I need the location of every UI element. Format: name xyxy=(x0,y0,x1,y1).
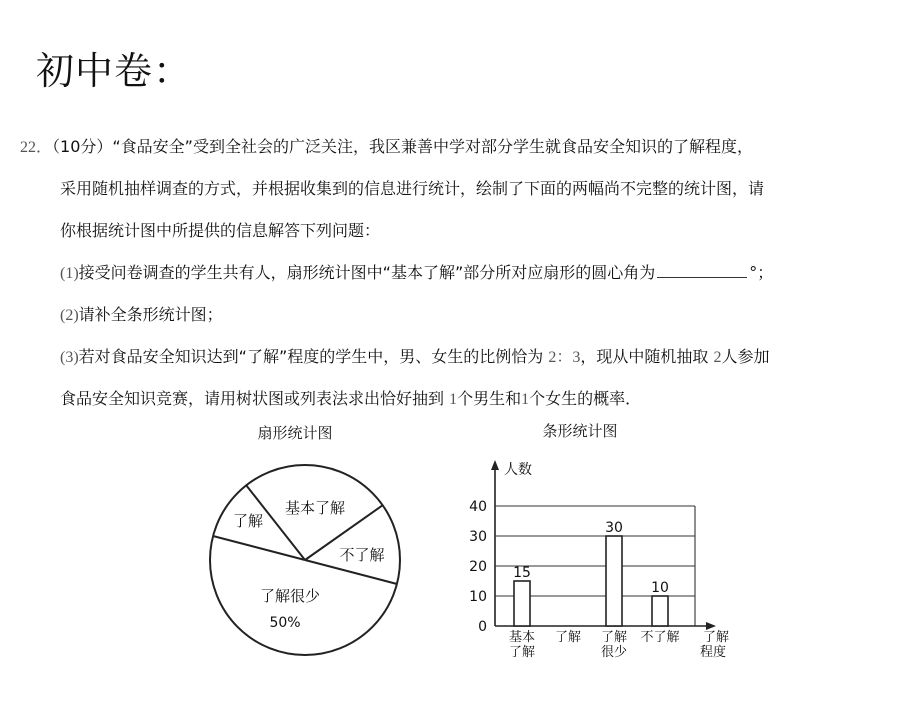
y-axis-arrow xyxy=(491,460,499,470)
part-3-line2-b: 个男生和 xyxy=(457,389,522,408)
x-axis-label-2: 程度 xyxy=(700,645,727,660)
bar-value-label: 15 xyxy=(513,565,531,581)
part-3-text-c: 人参加 xyxy=(721,347,770,366)
part-1-tail: °； xyxy=(749,263,774,282)
y-tick-label: 30 xyxy=(469,529,487,545)
question-number: 22． xyxy=(20,139,53,156)
part-3 xyxy=(60,344,769,367)
pie-divider-1 xyxy=(213,536,305,560)
part-3-number: (3) xyxy=(60,349,79,366)
x-axis-arrow xyxy=(706,622,716,630)
category-label: 了解 xyxy=(554,630,582,645)
pie-label-basic: 基本了解 xyxy=(284,499,346,517)
part-1 xyxy=(60,260,773,283)
question-line-3: 你根据统计图中所提供的信息解答下列问题： xyxy=(60,221,381,240)
x-axis-label-1: 了解 xyxy=(703,630,730,645)
part-3-line2-c: 个女生的概率． xyxy=(529,389,642,408)
bar-了解很少 xyxy=(606,536,622,626)
part-1-text: 接受问卷调查的学生共有人，扇形统计图中“基本了解”部分所对应扇形的圆心角为 xyxy=(78,263,656,282)
question-line-2: 采用随机抽样调查的方式，并根据收集到的信息进行统计，绘制了下面的两幅尚不完整的统计图，请 xyxy=(60,179,765,198)
question-line-1 xyxy=(20,134,753,157)
y-tick-label: 10 xyxy=(469,589,487,605)
bar-value-label: 30 xyxy=(605,520,623,536)
y-axis-label: 人数 xyxy=(504,462,532,478)
pie-label-little: 了解很少 xyxy=(259,587,321,605)
category-label: 很少 xyxy=(600,645,628,660)
y-tick-label: 20 xyxy=(469,559,487,575)
pie-label-know: 了解 xyxy=(232,512,264,530)
pie-percent-little: 50% xyxy=(269,615,301,631)
part-3-line-2 xyxy=(60,386,641,409)
category-label: 了解 xyxy=(600,630,628,645)
part-3-text-b: ，现从中随机抽取 xyxy=(580,347,709,366)
part-3-count: 2 xyxy=(713,349,722,366)
page-title: 初中卷： xyxy=(36,49,193,93)
question-intro: “食品安全”受到全社会的广泛关注，我区兼善中学对部分学生就食品安全知识的了解程度， xyxy=(112,137,753,156)
part-3-one-boy: 1 xyxy=(449,391,458,408)
answer-blank xyxy=(657,263,747,278)
part-3-text-a: 若对食品安全知识达到“了解”程度的学生中，男、女生的比例恰为 xyxy=(78,347,544,366)
pie-label-unknown: 不了解 xyxy=(339,546,385,564)
part-2-number: (2) xyxy=(60,307,79,324)
category-label: 不了解 xyxy=(640,630,680,645)
question-score: （10分） xyxy=(52,137,113,156)
category-label: 了解 xyxy=(508,645,536,660)
bar-基本了解 xyxy=(514,581,530,626)
y-tick-label: 0 xyxy=(478,619,487,635)
part-3-line2-a: 食品安全知识竞赛，请用树状图或列表法求出恰好抽到 xyxy=(60,389,445,408)
part-2-text: 请补全条形统计图； xyxy=(78,305,223,324)
y-tick-label: 40 xyxy=(469,499,487,515)
pie-chart xyxy=(200,420,430,660)
bar-不了解 xyxy=(652,596,668,626)
part-3-one-girl: 1 xyxy=(521,391,530,408)
bar-value-label: 10 xyxy=(651,580,669,596)
part-1-number: (1) xyxy=(60,265,79,282)
bar-chart xyxy=(460,418,750,663)
bar-title: 条形统计图 xyxy=(542,422,618,440)
part-3-ratio: 2：3 xyxy=(548,349,581,366)
pie-title: 扇形统计图 xyxy=(257,424,333,442)
part-2 xyxy=(60,302,223,325)
category-label: 基本 xyxy=(508,630,536,645)
